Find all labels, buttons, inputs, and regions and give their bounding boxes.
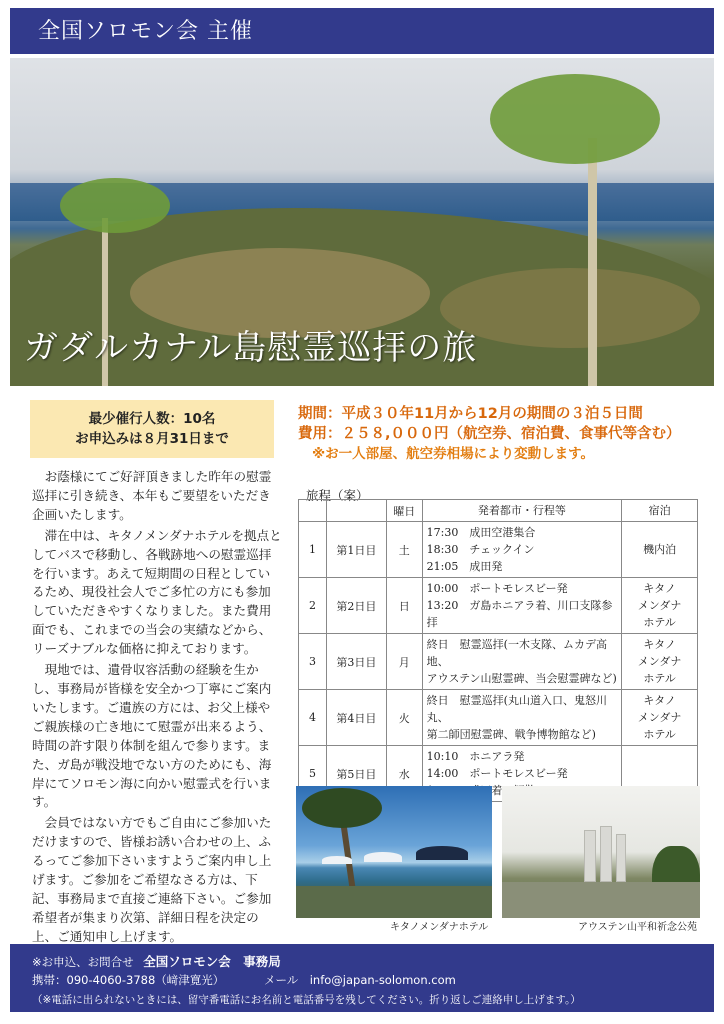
itinerary-line: 13:20 ガ島ホニアラ着、川口支隊参拝 [426, 599, 613, 629]
row-itinerary [422, 690, 622, 746]
palm-leaves-right [490, 74, 660, 164]
palm-leaves [302, 788, 382, 828]
table-row [299, 522, 698, 578]
hotel-line: ホテル [643, 728, 676, 741]
itinerary-line: 14:00 ポートモレスビー発 [426, 767, 568, 780]
row-hotel [622, 578, 698, 634]
pool-deck [296, 886, 492, 918]
hotel-line: キタノ [643, 582, 676, 595]
description-text [32, 468, 282, 949]
email-address[interactable]: メール info@japan-solomon.com [263, 973, 456, 987]
itinerary-line: 10:00 ポートモレスビー発 [426, 582, 568, 595]
umbrella [364, 852, 402, 862]
hotel-line: キタノ [643, 694, 676, 707]
table-row [299, 634, 698, 690]
application-deadline: お申込みは８月31日まで [75, 431, 229, 447]
row-no: 1 [299, 522, 327, 578]
minimum-participants-box [30, 400, 274, 458]
hero-photo [10, 58, 714, 386]
row-weekday: 火 [386, 690, 422, 746]
row-itinerary [422, 634, 622, 690]
memorial-plaza [502, 882, 700, 918]
office-name: 全国ソロモン会 事務局 [143, 954, 281, 969]
header-no [299, 500, 327, 522]
row-weekday: 月 [386, 634, 422, 690]
header-day [326, 500, 386, 522]
row-day: 第2日目 [326, 578, 386, 634]
table-header-row [299, 500, 698, 522]
header-banner [10, 8, 714, 54]
min-participants: 最少催行人数：10名 [88, 411, 216, 427]
row-day: 第3日目 [326, 634, 386, 690]
table-row [299, 690, 698, 746]
period-cost-block [298, 404, 681, 464]
row-weekday: 土 [386, 522, 422, 578]
hotel-line: メンダナ [637, 711, 682, 724]
paragraph: お蔭様にてご好評頂きました昨年の慰霊巡拝に引き続き、本年もご要望をいただき企画いたします。 [32, 469, 272, 522]
contact-prefix: ※お申込、お問合せ [32, 955, 134, 969]
header-itinerary: 発着都市・行程等 [422, 500, 622, 522]
contact-details [32, 972, 456, 988]
row-weekday: 日 [386, 578, 422, 634]
cost-note: ※お一人部屋、航空券相場により変動します。 [312, 446, 595, 462]
memorial-monument [584, 830, 596, 882]
itinerary-line: 終日 慰霊巡拝(一木支隊、ムカデ高地、 [426, 638, 607, 668]
memorial-monument [600, 826, 612, 882]
hotel-line: メンダナ [637, 655, 682, 668]
row-no: 2 [299, 578, 327, 634]
palm-leaves-left [60, 178, 170, 233]
memorial-caption: アウステン山平和祈念公苑 [578, 922, 697, 933]
contact-line [32, 952, 281, 970]
itinerary-line: 21:05 成田発 [426, 560, 503, 573]
phone-number: 携帯：090-4060-3788（﨑津寛光） [32, 973, 225, 987]
organizer-title: 全国ソロモン会 主催 [38, 19, 253, 44]
paragraph: 現地では、遺骨収容活動の経験を生かし、事務局が皆様を安全かつ丁寧にご案内いたします。ご遺族の方には、お父上様やご親族様の亡き地にて慰霊が出来るよう、時間の許す限り体制を組んで参ります。また、ガ島が戦没地でない方のためにも、海岸にてソロモン海に向かい慰霊式を行います。 [32, 662, 272, 810]
hotel-line: キタノ [643, 638, 676, 651]
hotel-line: 機内泊 [643, 543, 677, 556]
row-day: 第4日目 [326, 690, 386, 746]
hero-field-right [440, 268, 700, 348]
header-hotel: 宿泊 [622, 500, 698, 522]
row-weekday: 水 [386, 746, 422, 802]
memorial-photo [502, 786, 700, 918]
hotel-line: メンダナ [637, 599, 682, 612]
umbrella [416, 846, 468, 860]
schedule-table [298, 499, 698, 802]
schedule-title: 旅程（案） [306, 488, 369, 503]
tour-period: 期間：平成３０年11月から12月の期間の３泊５日間 [298, 406, 643, 422]
row-itinerary [422, 522, 622, 578]
row-no: 5 [299, 746, 327, 802]
row-no: 3 [299, 634, 327, 690]
tour-cost: 費用：２５８,０００円（航空券、宿泊費、食事代等含む） [298, 426, 681, 442]
itinerary-line: アウステン山慰霊碑、当会慰霊碑など) [426, 672, 617, 685]
row-hotel [622, 522, 698, 578]
row-hotel [622, 634, 698, 690]
row-day: 第1日目 [326, 522, 386, 578]
hotel-line: ホテル [643, 672, 676, 685]
row-itinerary [422, 578, 622, 634]
itinerary-line: 17:30 成田空港集合 [426, 526, 536, 539]
row-day: 第5日目 [326, 746, 386, 802]
itinerary-line: 18:30 チェックイン [426, 543, 535, 556]
hotel-caption: キタノメンダナホテル [390, 922, 489, 933]
memorial-monument [616, 834, 626, 882]
itinerary-line: 10:10 ホニアラ発 [426, 750, 525, 763]
contact-footer [10, 944, 714, 1012]
itinerary-line: 第二師団慰霊碑、戦争博物館など) [426, 728, 596, 741]
phone-note: （※電話に出られないときには、留守番電話にお名前と電話番号を残してください。折り返しご連絡申し上げます。） [32, 994, 581, 1006]
table-row [299, 578, 698, 634]
paragraph: 会員ではない方でもご自由にご参加いただけますので、皆様お誘い合わせの上、ふるってご参加下さいますようご案内申し上げます。ご参加をご希望なさる方は、下記、事務局まで直接ご連絡下さい。ご参加希望者が集まり次第、詳細日程を決定の上、ご通知申し上げます。 [32, 815, 272, 944]
hotel-line: ホテル [643, 616, 676, 629]
itinerary-line: 終日 慰霊巡拝(丸山道入口、鬼怒川丸、 [426, 694, 607, 724]
umbrella [322, 856, 352, 864]
row-no: 4 [299, 690, 327, 746]
palm-trunk-right [588, 138, 597, 386]
hotel-photo [296, 786, 492, 918]
tour-title: ガダルカナル島慰霊巡拝の旅 [24, 328, 478, 368]
paragraph: 滞在中は、キタノメンダナホテルを拠点としてバスで移動し、各戦跡地への慰霊巡拝を行います。あえて短期間の日程としているため、現役社会人でご多忙の方にも参加していただきやすくなりました。また費用面でも、これまでの当会の実績などから、リーズナブルな価格に抑えております。 [32, 527, 282, 657]
row-hotel [622, 690, 698, 746]
header-weekday: 曜日 [386, 500, 422, 522]
